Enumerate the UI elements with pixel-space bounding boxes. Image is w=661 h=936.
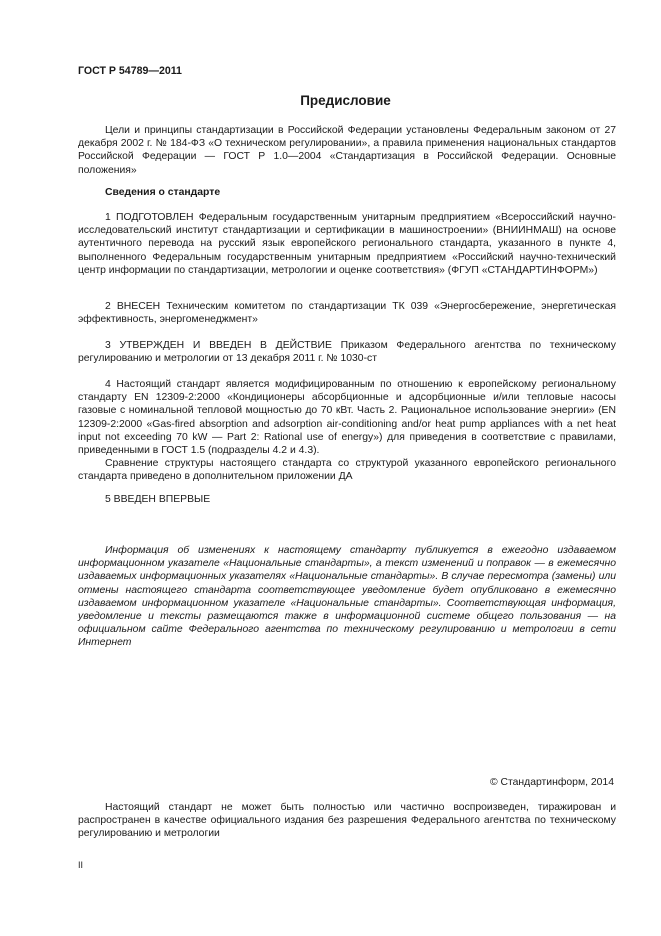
item-4-text: 4 Настоящий стандарт является модифицированным по отношению к европейскому региональному стандарту EN 12309-2:2000 «Кондиционеры абсорбционные и адсорбционные и/или тепловые насосы газовые с номинальной тепловой мощностью до 70 кВт. Часть 2. Рациональное использование энергии» (EN 12309-2:2000 «Gas-fired absorption and adsorption air-conditioning and/or heat pump appliances with a net heat input not exceeding 70 kW — Part 2: Rational use of energy») для приведения в соответствие с правилами, приведенными в ГОСТ 1.5 (подразделы 4.2 и 4.3). bbox=[78, 379, 616, 457]
item-1 bbox=[78, 211, 616, 277]
page-title: Предисловие bbox=[300, 93, 391, 108]
intro-text: Цели и принципы стандартизации в Российской Федерации установлены Федеральным законом от 27 декабря 2002 г. № 184-ФЗ «О техническом регулировании», а правила применения национальных стандартов Российской Федерации — ГОСТ Р 1.0—2004 «Стандартизация в Российской Федерации. Основные положения» bbox=[78, 125, 616, 176]
item-4-extra: Сравнение структуры настоящего стандарта со структурой указанного европейского регионального стандарта приведено в дополнительном приложении ДА bbox=[78, 458, 616, 483]
item-5 bbox=[78, 493, 616, 506]
item-5-text: 5 ВВЕДЕН ВПЕРВЫЕ bbox=[105, 494, 211, 505]
item-3-text: 3 УТВЕРЖДЕН И ВВЕДЕН В ДЕЙСТВИЕ Приказом Федерального агентства по техническому регулированию и метрологии от 13 декабря 2011 г. № 1030-ст bbox=[78, 340, 616, 365]
notice-text: Информация об изменениях к настоящему стандарту публикуется в ежегодно издаваемом информационном указателе «Национальные стандарты», а текст изменений и поправок — в ежемесячно издаваемых информационных указателях «Национальные стандарты». В случае пересмотра (замены) или отмены настоящего стандарта соответствующее уведомление будет опубликовано в ежемесячно издаваемом информационном указателе «Национальные стандарты». Соответствующая информация, уведомление и тексты размещаются также в информационной системе общего пользования — на официальном сайте Федерального агентства по техническому регулированию и метрологии в сети Интернет bbox=[78, 545, 616, 649]
copyright: © Стандартинформ, 2014 bbox=[489, 777, 614, 788]
page-number: II bbox=[78, 860, 84, 870]
footer-notice bbox=[78, 801, 616, 841]
item-1-text: 1 ПОДГОТОВЛЕН Федеральным государственным унитарным предприятием «Всероссийский научно-исследовательский институт стандартизации и сертификации в машиностроении» (ВНИИНМАШ) на основе аутентичного перевода на русский язык европейского регионального стандарта, указанного в пункте 4, выполненного Федеральным государственным унитарным предприятием «Российский научно-технический центр информации по стандартизации, метрологии и оценке соответствия» (ФГУП «СТАНДАРТИНФОРМ») bbox=[78, 212, 616, 276]
intro-paragraph bbox=[78, 124, 616, 177]
footer-text: Настоящий стандарт не может быть полностью или частично воспроизведен, тиражирован и распространен в качестве официального издания без разрешения Федерального агентства по техническому регулированию и метрологии bbox=[78, 802, 616, 840]
standard-id: ГОСТ Р 54789—2011 bbox=[78, 65, 182, 77]
item-3 bbox=[78, 339, 616, 365]
notice-block bbox=[78, 544, 616, 650]
item-2-text: 2 ВНЕСЕН Техническим комитетом по стандартизации ТК 039 «Энергосбережение, энергетическая эффективность, энергоменеджмент» bbox=[78, 301, 616, 326]
item-4 bbox=[78, 378, 616, 484]
info-heading: Сведения о стандарте bbox=[105, 187, 221, 198]
item-2 bbox=[78, 300, 616, 326]
